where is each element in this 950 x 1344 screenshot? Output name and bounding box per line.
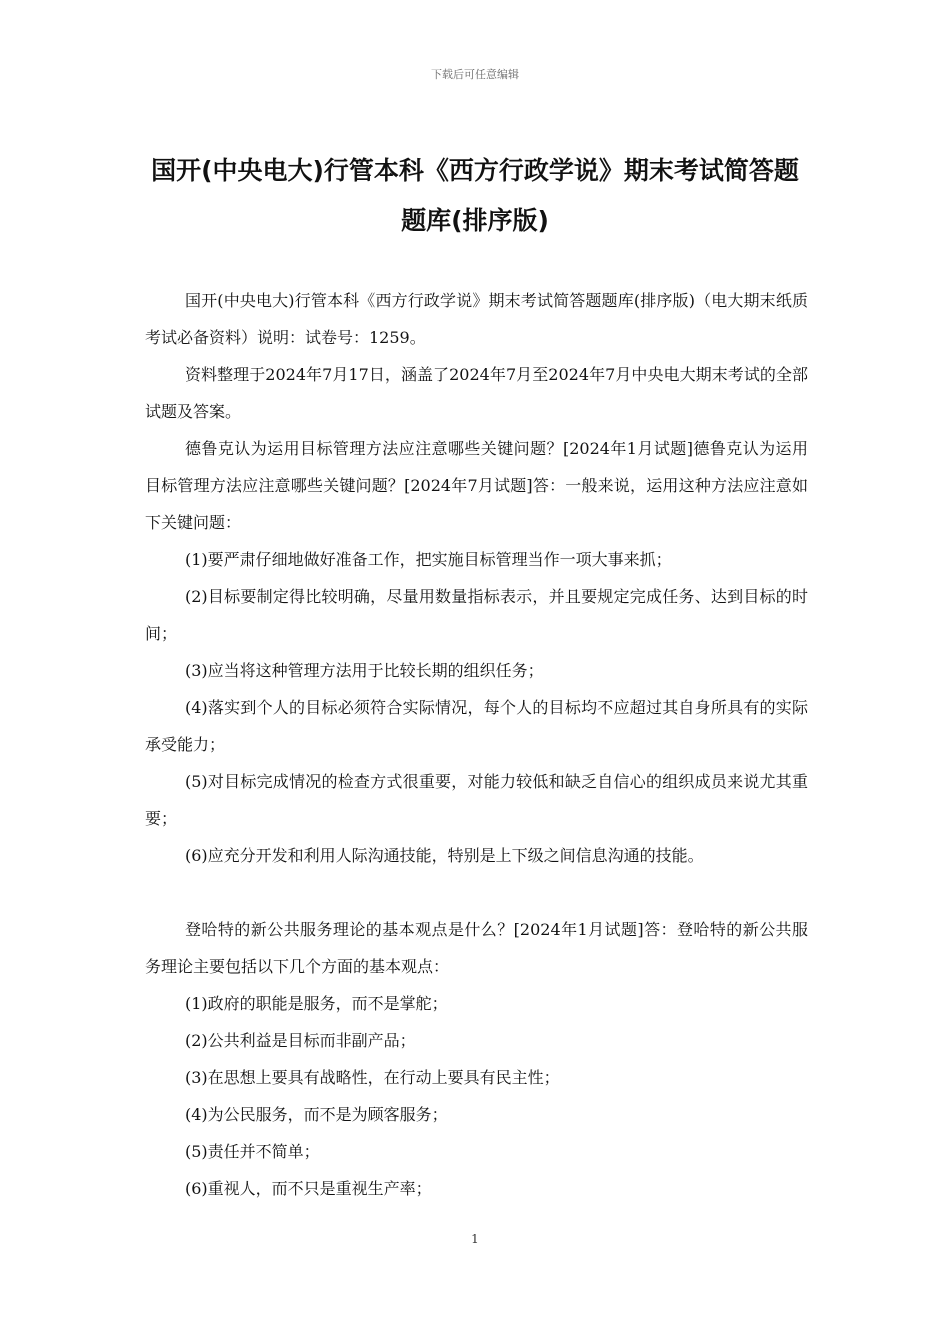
page-header-note: 下载后可任意编辑 [431,68,519,81]
answer-item: (4)为公民服务，而不是为顾客服务； [185,1105,448,1124]
intro-paragraph: 国开(中央电大)行管本科《西方行政学说》期末考试简答题题库(排序版)（电大期末纸质考试必备资料）说明：试卷号：1259。 [145,291,808,347]
answer-item: (5)对目标完成情况的检查方式很重要，对能力较低和缺乏自信心的组织成员来说尤其重要； [145,772,808,828]
answer-item: (6)重视人，而不只是重视生产率； [185,1179,432,1198]
date-paragraph: 资料整理于2024年7月17日，涵盖了2024年7月至2024年7月中央电大期末考试的全部试题及答案。 [145,365,808,421]
answer-item: (1)政府的职能是服务，而不是掌舵； [185,994,448,1013]
document-body [145,282,808,1207]
document-title: 国开(中央电大)行管本科《西方行政学说》期末考试简答题题库(排序版) [151,156,799,235]
answer-item: (4)落实到个人的目标必须符合实际情况，每个人的目标均不应超过其自身所具有的实际承受能力； [145,698,808,754]
answer-item: (5)责任并不简单； [185,1142,320,1161]
answer-item: (2)公共利益是目标而非副产品； [185,1031,416,1050]
page-number: 1 [471,1232,479,1246]
section-spacer [145,874,808,911]
question-drucker: 德鲁克认为运用目标管理方法应注意哪些关键问题？[2024年1月试题]德鲁克认为运用目标管理方法应注意哪些关键问题？[2024年7月试题]答：一般来说，运用这种方法应注意如下关键问题： [145,439,808,532]
answer-item: (6)应充分开发和利用人际沟通技能，特别是上下级之间信息沟通的技能。 [185,846,704,865]
question-denhardt: 登哈特的新公共服务理论的基本观点是什么？[2024年1月试题]答：登哈特的新公共服务理论主要包括以下几个方面的基本观点： [145,920,808,976]
answer-item: (1)要严肃仔细地做好准备工作，把实施目标管理当作一项大事来抓； [185,550,672,569]
answer-item: (3)在思想上要具有战略性，在行动上要具有民主性； [185,1068,560,1087]
answer-item: (3)应当将这种管理方法用于比较长期的组织任务； [185,661,544,680]
answer-item: (2)目标要制定得比较明确，尽量用数量指标表示，并且要规定完成任务、达到目标的时间； [145,587,808,643]
